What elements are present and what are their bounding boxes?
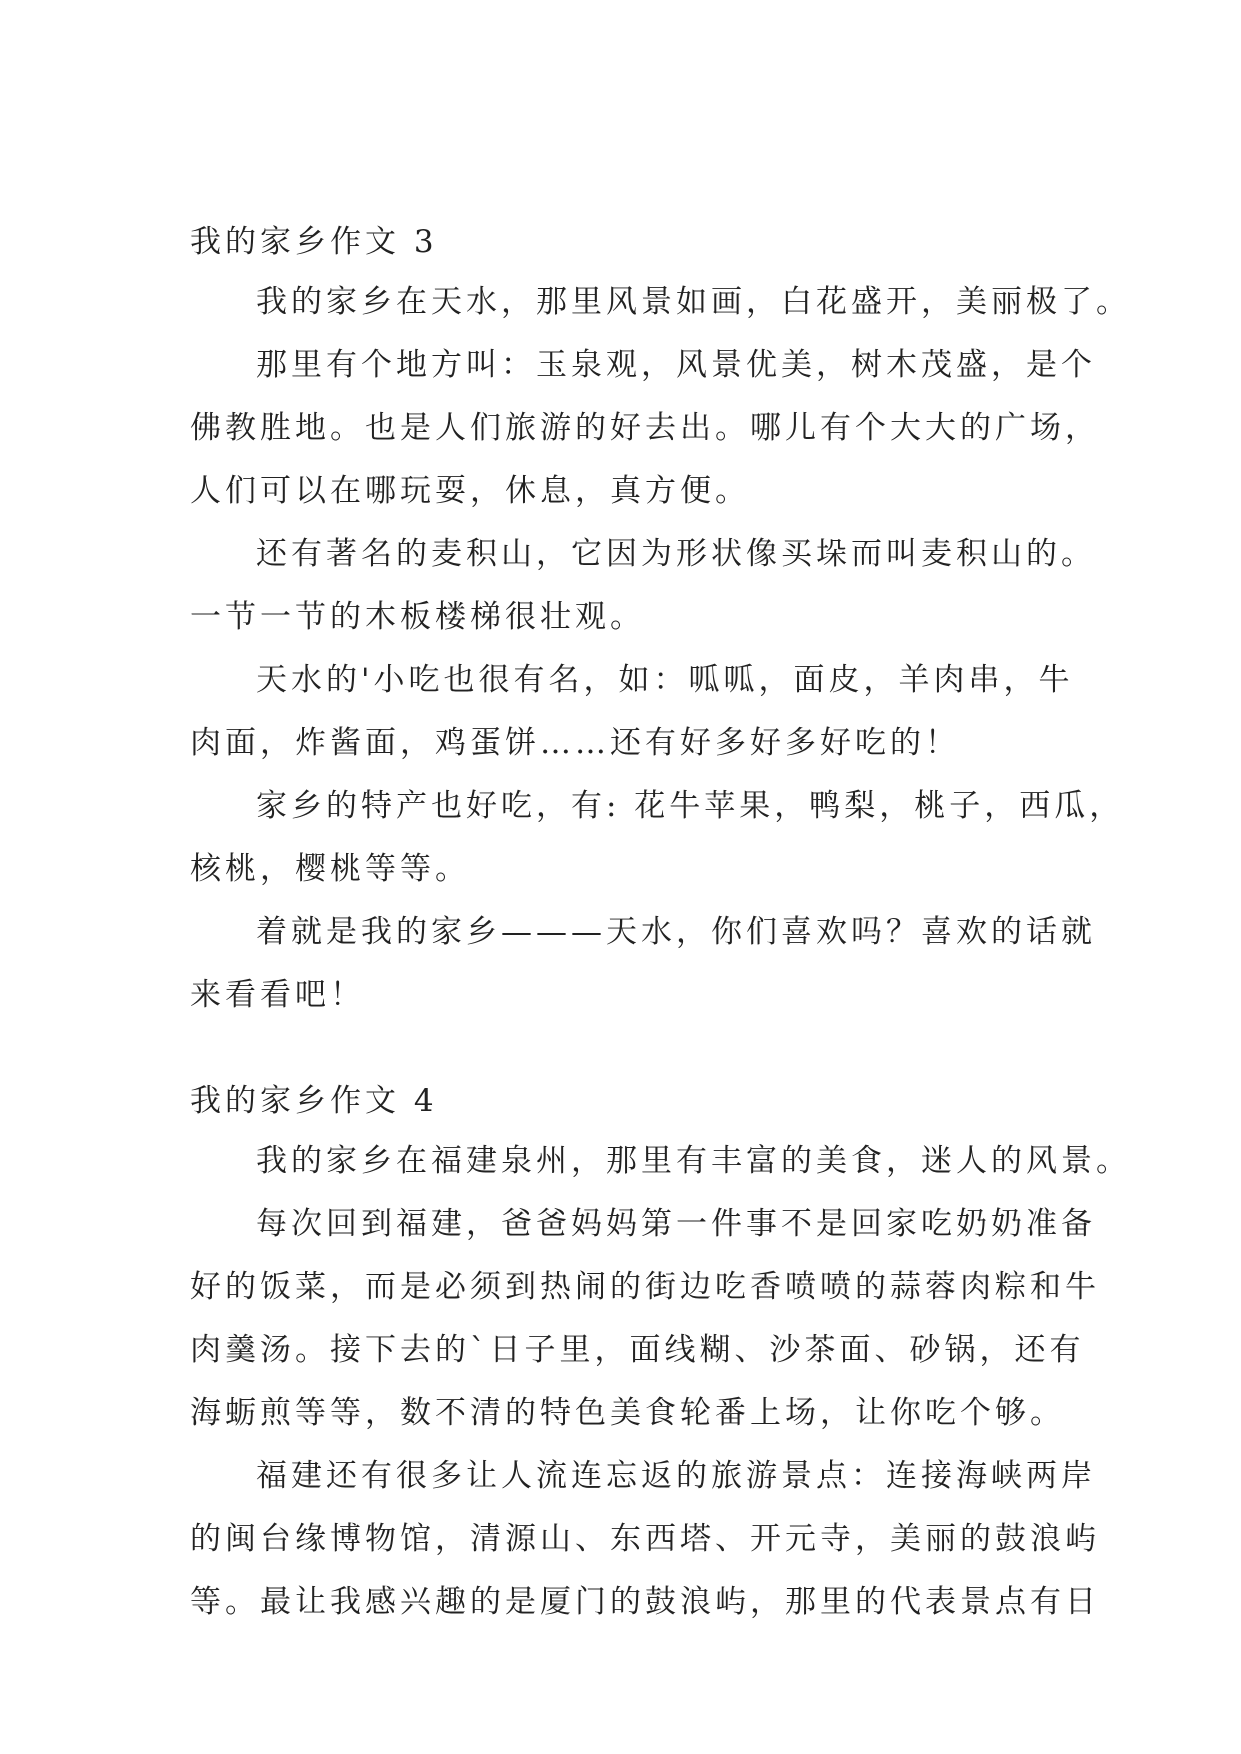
essay-3-paragraph-line: 我的家乡在天水，那里风景如画，白花盛开，美丽极了。 [256,284,1131,320]
essay-3-paragraph-line: 那里有个地方叫：玉泉观，风景优美，树木茂盛，是个 [256,347,1096,383]
essay-4-paragraph-line: 肉羹汤。接下去的`日子里，面线糊、沙茶面、砂锅，还有 [190,1332,1085,1368]
essay-3-title: 我的家乡作文 3 [190,224,438,260]
essay-3-paragraph-line: 还有著名的麦积山，它因为形状像买垛而叫麦积山的。 [256,536,1096,572]
essay-4-paragraph-line: 等。最让我感兴趣的是厦门的鼓浪屿，那里的代表景点有日 [190,1584,1100,1620]
essay-3-paragraph-line: 佛教胜地。也是人们旅游的好去出。哪儿有个大大的广场， [190,410,1100,446]
essay-3-paragraph-line: 核桃，樱桃等等。 [190,851,470,887]
essay-4-paragraph-line: 福建还有很多让人流连忘返的旅游景点：连接海峡两岸 [256,1458,1096,1494]
essay-3-paragraph-line: 家乡的特产也好吃，有: 花牛苹果，鸭梨，桃子，西瓜， [256,788,1125,824]
essay-3-paragraph-line: 人们可以在哪玩耍，休息，真方便。 [190,473,750,509]
essay-3-paragraph-line: 天水的'小吃也很有名，如：呱呱，面皮，羊肉串，牛 [256,662,1074,698]
essay-3-paragraph-line: 一节一节的木板楼梯很壮观。 [190,599,645,635]
essay-3-paragraph-line: 着就是我的家乡———天水，你们喜欢吗？喜欢的话就 [256,914,1096,950]
essay-4-paragraph-line: 好的饭菜，而是必须到热闹的街边吃香喷喷的蒜蓉肉粽和牛 [190,1269,1100,1305]
essay-4-paragraph-line: 我的家乡在福建泉州，那里有丰富的美食，迷人的风景。 [256,1143,1131,1179]
essay-4-paragraph-line: 的闽台缘博物馆，清源山、东西塔、开元寺，美丽的鼓浪屿 [190,1521,1100,1557]
essay-3-paragraph-line: 肉面，炸酱面，鸡蛋饼……还有好多好多好吃的！ [190,725,960,761]
essay-4-paragraph-line: 海蛎煎等等，数不清的特色美食轮番上场，让你吃个够。 [190,1395,1065,1431]
essay-3-paragraph-line: 来看看吧！ [190,977,365,1013]
essay-4-paragraph-line: 每次回到福建，爸爸妈妈第一件事不是回家吃奶奶准备 [256,1206,1096,1242]
essay-4-title: 我的家乡作文 4 [190,1083,438,1119]
